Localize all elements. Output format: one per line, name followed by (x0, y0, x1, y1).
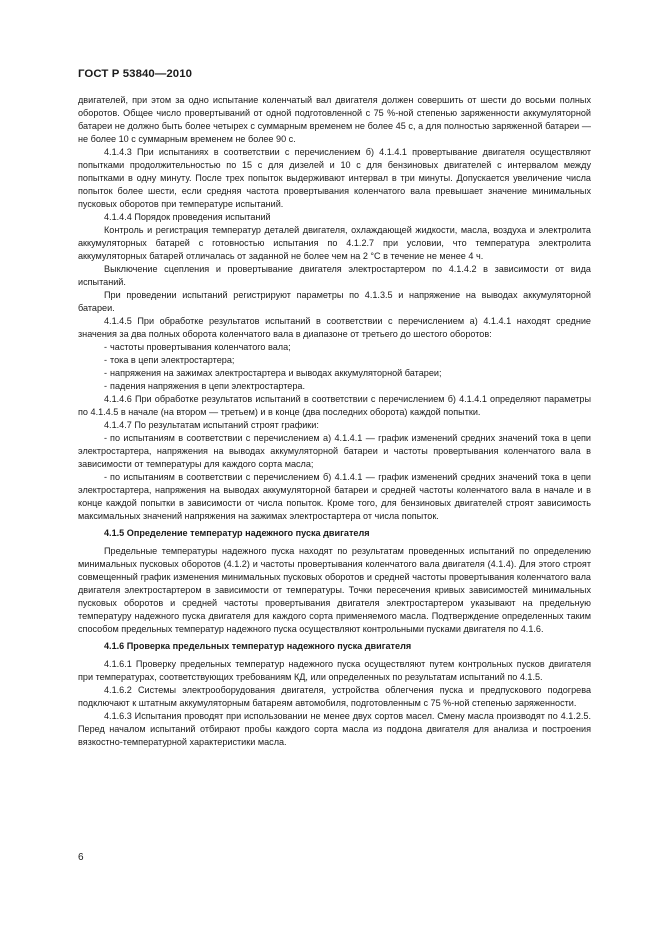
page-number: 6 (78, 852, 84, 863)
list-item (78, 380, 591, 393)
section-heading: 4.1.6 Проверка предельных температур надежного пуска двигателя (104, 641, 412, 651)
paragraph: 4.1.6.3 Испытания проводят при использовании не менее двух сортов масел. Смену масла производят по 4.1.2.5. Перед началом испытаний отбирают пробы каждого сорта масла из поддона двигателя для анализа и построения вязкостно-температурной характеристики масла. (78, 711, 591, 747)
list-item (78, 367, 591, 380)
bullet-dash: - (104, 342, 108, 352)
paragraph: 4.1.4.6 При обработке результатов испытаний в соответствии с перечислением б) 4.1.4.1 определяют параметры по 4.1.4.5 в начале (на втором — третьем) и в конце (два последних оборота) каждой попытки. (78, 394, 591, 417)
list-item (78, 432, 591, 471)
list-item-text: частоты провертывания коленчатого вала; (110, 342, 291, 352)
paragraph: При проведении испытаний регистрируют параметры по 4.1.3.5 и напряжение на выводах аккумуляторной батареи. (78, 290, 591, 313)
bullet-dash: - (104, 381, 108, 391)
document-body (78, 94, 591, 749)
paragraph: двигателей, при этом за одно испытание коленчатый вал двигателя должен совершить от шести до восьми полных оборотов. Общее число провертываний от одной подготовленной с 75 %-ной степенью заряженности аккумуляторной батареи не должно быть более четырех с суммарным временем не более 45 с, а для полностью заряженной батареи — не более 10 с суммарным временем не более 90 с. (78, 95, 591, 144)
list-item-text: по испытаниям в соответствии с перечислением а) 4.1.4.1 — график изменений средних значений тока в цепи электростартера, напряжения на выводах аккумуляторной батареи и частоты провертывания коленчатого вала в зависимости от температуры для каждого сорта масла; (78, 433, 591, 469)
bullet-dash: - (104, 368, 108, 378)
list-item-text: тока в цепи электростартера; (110, 355, 235, 365)
document-header: ГОСТ Р 53840—2010 (78, 68, 193, 80)
paragraph: Выключение сцепления и провертывание двигателя электростартером по 4.1.4.2 в зависимости от вида испытаний. (78, 264, 591, 287)
paragraph: 4.1.4.3 При испытаниях в соответствии с перечислением б) 4.1.4.1 провертывание двигателя осуществляют попытками продолжительностью по 15 с для дизелей и 10 с для бензиновых двигателей с интервалом между попытками в одну минуту. После трех попыток выдерживают интервал в три минуты. Допускается увеличение числа попыток более шести, если средняя частота провертывания коленчатого вала превышает значение минимальных пусковых оборотов при температуре испытаний. (78, 147, 591, 209)
paragraph: 4.1.6.2 Системы электрооборудования двигателя, устройства облегчения пуска и предпускового подогрева подключают к штатным аккумуляторным батареям автомобиля, подготовленным с 75 %-ной степенью заряженности. (78, 685, 591, 708)
section-heading: 4.1.5 Определение температур надежного пуска двигателя (104, 528, 370, 538)
list-item (78, 341, 591, 354)
paragraph: Контроль и регистрация температур деталей двигателя, охлаждающей жидкости, масла, воздуха и электролита аккумуляторных батарей с готовностью испытания по 4.1.2.7 при условии, что температура электролита аккумуляторных батарей отличалась от заданной не более чем на 2 °С в течение не менее 4 ч. (78, 225, 591, 261)
subsection-title: 4.1.4.4 Порядок проведения испытаний (104, 212, 271, 222)
paragraph: 4.1.4.5 При обработке результатов испытаний в соответствии с перечислением а) 4.1.4.1 находят средние значения за два полных оборота коленчатого вала в диапазоне от третьего до шестого оборотов: (78, 316, 591, 339)
list-item-text: падения напряжения в цепи электростартера. (110, 381, 306, 391)
bullet-dash: - (104, 433, 108, 443)
bullet-dash: - (104, 472, 108, 482)
paragraph: Предельные температуры надежного пуска находят по результатам проведенных испытаний по определению минимальных пусковых оборотов (4.1.2) и частоты провертывания коленчатого вала двигателя (4.1.4). Для этого строят совмещенный график изменения минимальных пусковых оборотов и средней частоты провертывания коленчатого вала двигателя электростартером в зависимости от температуры. Точки пересечения кривых зависимостей минимальных пусковых оборотов и средней частоты провертывания двигателя электростартером указывают на предельную температуру надежного пуска двигателя для каждого сорта применяемого масла. Подтверждение определенных таким способом предельных температур надежного пуска осуществляют контрольными пусками двигателя по 4.1.6. (78, 546, 591, 634)
bullet-dash: - (104, 355, 108, 365)
list-item (78, 471, 591, 523)
list-item-text: по испытаниям в соответствии с перечислением б) 4.1.4.1 — график изменений средних значений тока в цепи электростартера, напряжения на выводах аккумуляторной батареи и средней частоты коленчатого вала в начале и в конце каждой попытки в зависимости от числа попыток. Кроме того, для бензиновых двигателей строят зависимость максимальных значений напряжения на зажимах электростартера от числа попыток. (78, 472, 591, 521)
list-item (78, 354, 591, 367)
paragraph: 4.1.4.7 По результатам испытаний строят графики: (104, 420, 319, 430)
list-item-text: напряжения на зажимах электростартера и выводах аккумуляторной батареи; (110, 368, 442, 378)
paragraph: 4.1.6.1 Проверку предельных температур надежного пуска осуществляют путем контрольных пусков двигателя при температурах, соответствующих требованиям КД, или определенных по результатам испытаний по 4.1.5. (78, 659, 591, 682)
